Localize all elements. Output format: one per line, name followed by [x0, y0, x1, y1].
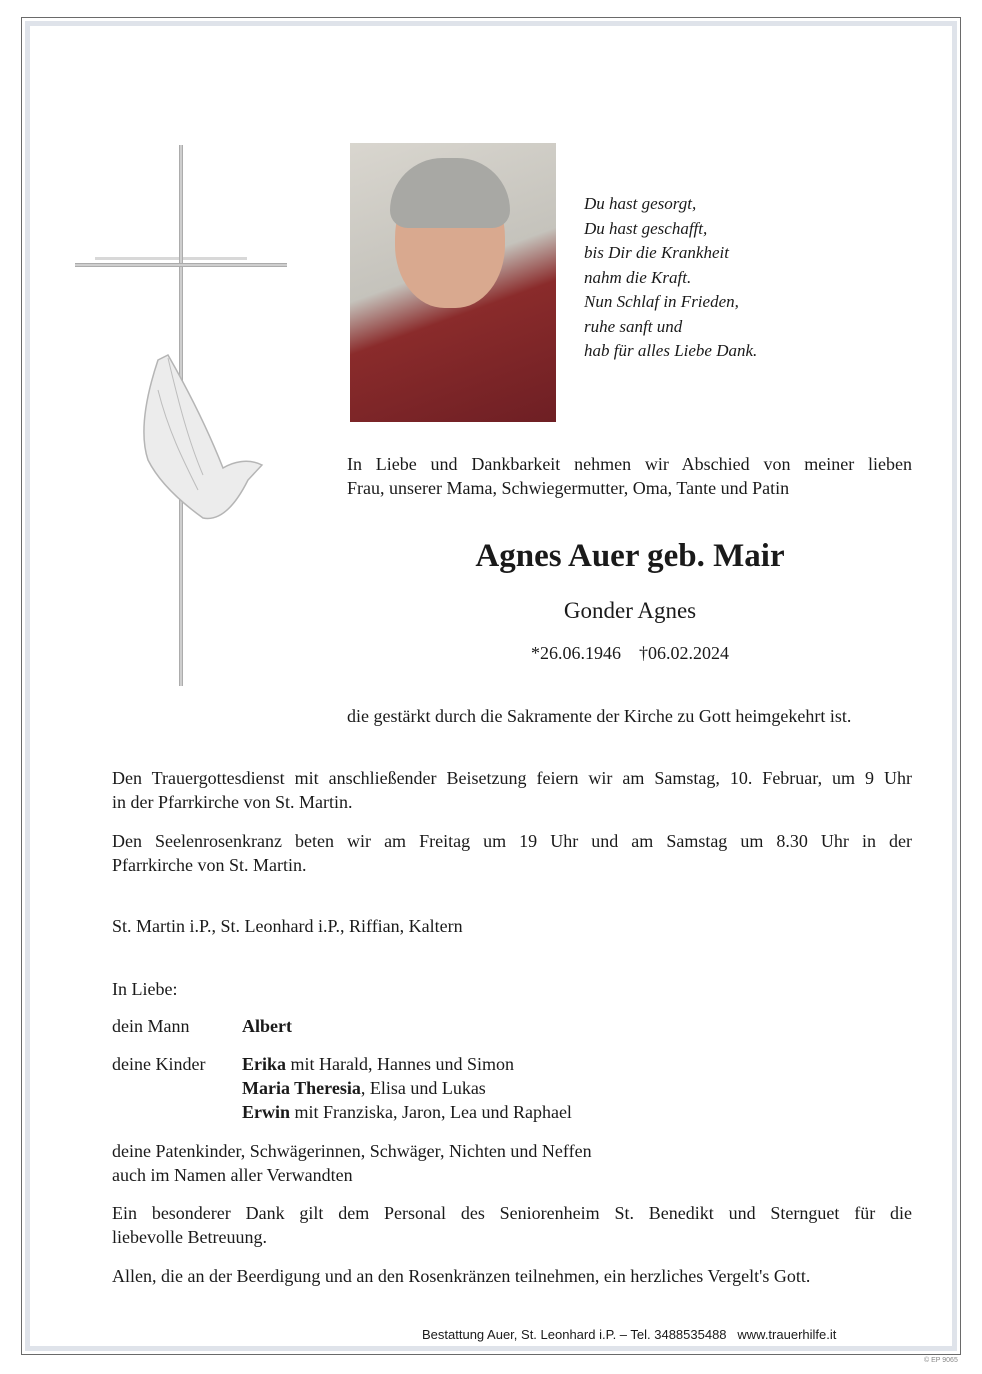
husband-label: dein Mann [112, 1016, 190, 1036]
copyright-mark: © EP 9065 [924, 1357, 958, 1364]
child-entry [242, 1076, 572, 1100]
poem-line: nahm die Kraft. [584, 267, 692, 287]
relatives-line: auch im Namen aller Verwandten [112, 1165, 353, 1185]
portrait-photo [350, 143, 556, 422]
intro-line: In Liebe und Dankbarkeit nehmen wir Abschied von meiner lieben [347, 454, 912, 474]
funeral-line: in der Pfarrkirche von St. Martin. [112, 792, 353, 812]
child-name: Erwin [242, 1102, 291, 1122]
relatives-line: deine Patenkinder, Schwägerinnen, Schwäger, Nichten und Neffen [112, 1141, 592, 1161]
thanks-text [112, 1201, 912, 1249]
husband-name: Albert [242, 1016, 292, 1036]
footer-undertaker: Bestattung Auer, St. Leonhard i.P. – Tel. 3488535488 www.trauerhilfe.it [422, 1327, 837, 1342]
thanks-line: Ein besonderer Dank gilt dem Personal des Seniorenheim St. Benedikt und Sternguet für die [112, 1203, 912, 1223]
birth-date: *26.06.1946 [531, 643, 621, 663]
child-family: , Elisa und Lukas [360, 1078, 486, 1098]
rosary-line: Den Seelenrosenkranz beten wir am Freitag um 19 Uhr und am Samstag um 8.30 Uhr in der [112, 831, 912, 851]
child-family: mit Harald, Hannes und Simon [286, 1054, 514, 1074]
rosary-line: Pfarrkirche von St. Martin. [112, 855, 307, 875]
life-dates [350, 643, 910, 664]
deceased-name: Agnes Auer geb. Mair [475, 538, 785, 574]
relatives-text [112, 1139, 592, 1187]
poem-line: Du hast geschafft, [584, 218, 708, 238]
funeral-text [112, 766, 912, 814]
funeral-line: Den Trauergottesdienst mit anschließender Beisetzung feiern wir am Samstag, 10. Februar, um 9 Uhr [112, 768, 912, 788]
intro-line: Frau, unserer Mama, Schwiegermutter, Oma, Tante und Patin [347, 478, 790, 498]
poem-line: bis Dir die Krankheit [584, 243, 729, 262]
in-love-label: In Liebe: [112, 979, 178, 999]
poem-line: Du hast gesorgt, [584, 194, 697, 213]
child-name: Maria Theresia [242, 1078, 361, 1098]
closing-text: Allen, die an der Beerdigung und an den Rosenkränzen teilnehmen, ein herzliches Vergelt's Gott. [112, 1266, 811, 1286]
death-date: †06.02.2024 [639, 643, 729, 663]
intro-text [347, 452, 912, 500]
children-list [242, 1052, 572, 1124]
rosary-text [112, 829, 912, 877]
child-name: Erika [242, 1054, 287, 1074]
poem-line: ruhe sanft und [584, 316, 683, 336]
children-label: deine Kinder [112, 1054, 206, 1074]
child-entry [242, 1100, 572, 1124]
poem [584, 192, 757, 364]
child-family: mit Franziska, Jaron, Lea und Raphael [290, 1102, 572, 1122]
poem-line: Nun Schlaf in Frieden, [584, 292, 739, 311]
sacraments-text: die gestärkt durch die Sakramente der Kirche zu Gott heimgekehrt ist. [347, 706, 852, 726]
praying-hands-icon [128, 350, 264, 522]
child-entry [242, 1052, 572, 1076]
deceased-alias: Gonder Agnes [563, 598, 697, 623]
thanks-line: liebevolle Betreuung. [112, 1227, 267, 1247]
poem-line: hab für alles Liebe Dank. [584, 341, 758, 360]
places-text: St. Martin i.P., St. Leonhard i.P., Riffian, Kaltern [112, 916, 463, 936]
